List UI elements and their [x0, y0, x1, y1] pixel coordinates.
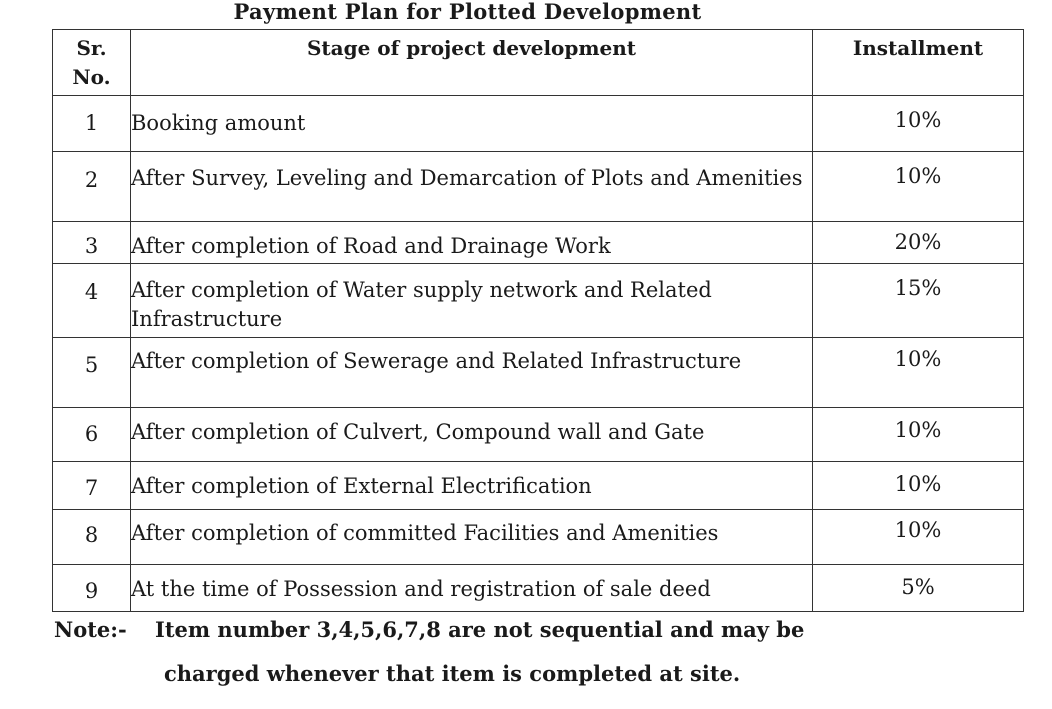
- row-stage: After Survey, Leveling and Demarcation of Plots and Amenities: [131, 152, 813, 222]
- row-stage: Booking amount: [131, 96, 813, 152]
- table-row: [53, 96, 1024, 152]
- row-installment: 10%: [813, 338, 1024, 408]
- row-sr: 3: [53, 222, 131, 264]
- table-row: [53, 152, 1024, 222]
- header-sr-line1: Sr.: [76, 36, 107, 60]
- document-title: Payment Plan for Plotted Development: [233, 0, 702, 24]
- row-installment: 10%: [813, 462, 1024, 510]
- table-row: [53, 462, 1024, 510]
- table-header-row: [53, 30, 1024, 96]
- row-installment: 10%: [813, 96, 1024, 152]
- row-installment: 10%: [813, 152, 1024, 222]
- header-sr-line2: No.: [72, 65, 111, 89]
- row-installment: 20%: [813, 222, 1024, 264]
- row-stage: After completion of Sewerage and Related Infrastructure: [131, 338, 813, 408]
- row-stage: At the time of Possession and registration of sale deed: [131, 565, 813, 612]
- note-text-line1: Item number 3,4,5,6,7,8 are not sequential and may be: [155, 617, 805, 642]
- row-installment: 15%: [813, 264, 1024, 338]
- header-installment: Installment: [813, 30, 1024, 96]
- row-stage: After completion of External Electrification: [131, 462, 813, 510]
- row-sr: 7: [53, 462, 131, 510]
- row-stage: After completion of Water supply network and Related Infrastructure: [131, 264, 813, 338]
- table-row: [53, 565, 1024, 612]
- row-sr: 9: [53, 565, 131, 612]
- row-installment: 5%: [813, 565, 1024, 612]
- table-row: [53, 338, 1024, 408]
- table-row: [53, 408, 1024, 462]
- row-stage: After completion of committed Facilities and Amenities: [131, 510, 813, 565]
- row-sr: 5: [53, 338, 131, 408]
- row-sr: 2: [53, 152, 131, 222]
- table-row: [53, 264, 1024, 338]
- row-sr: 1: [53, 96, 131, 152]
- row-sr: 4: [53, 264, 131, 338]
- table-row: [53, 222, 1024, 264]
- table-row: [53, 510, 1024, 565]
- row-stage: After completion of Culvert, Compound wall and Gate: [131, 408, 813, 462]
- header-stage: Stage of project development: [131, 30, 813, 96]
- note-label: Note:-: [54, 617, 127, 642]
- row-sr: 8: [53, 510, 131, 565]
- row-sr: 6: [53, 408, 131, 462]
- row-installment: 10%: [813, 510, 1024, 565]
- header-sr-no: [53, 30, 131, 96]
- row-stage: After completion of Road and Drainage Work: [131, 222, 813, 264]
- note-text-line2: charged whenever that item is completed at site.: [164, 661, 741, 686]
- payment-plan-table: [52, 29, 1024, 612]
- row-installment: 10%: [813, 408, 1024, 462]
